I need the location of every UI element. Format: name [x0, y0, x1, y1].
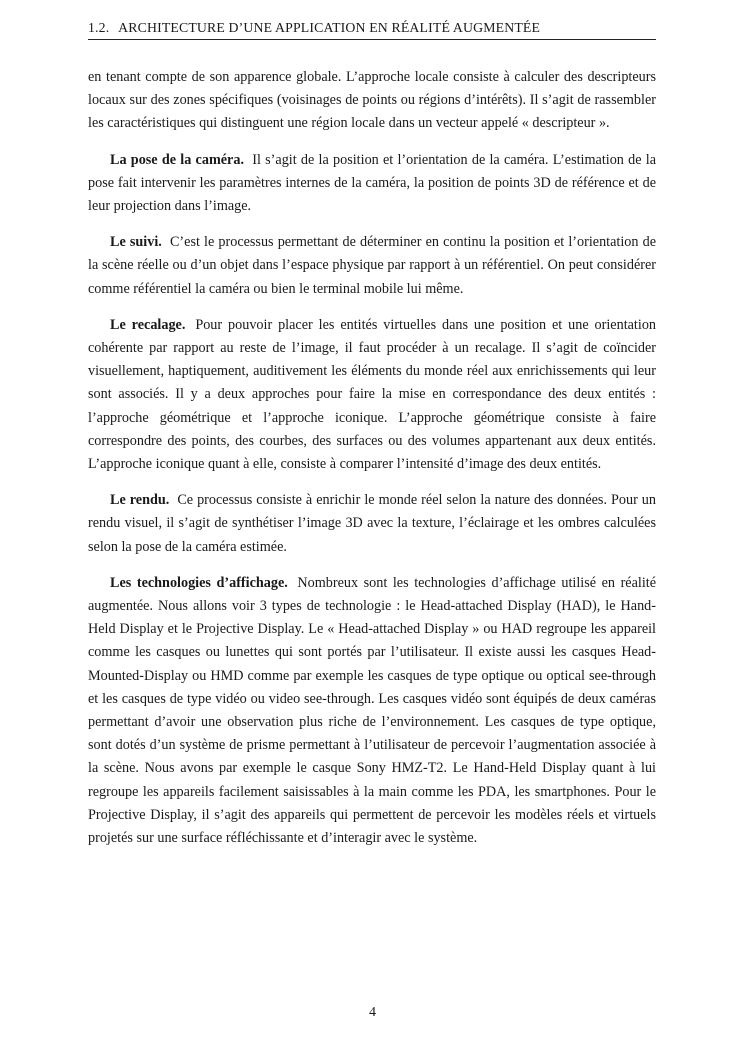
paragraph-descripteur: [88, 66, 656, 136]
paragraph-text: Pour pouvoir placer les entités virtuelles dans une position et une orientation cohérente par rapport au reste de l’image, il faut procéder à un recalage. Il s’agit de coïncider visuellement, haptiquement, auditivement les éléments du monde réel aux enrichissements qui leur sont associés. Il y a deux approches pour faire la mise en correspondance des deux entités : l’approche géométrique et l’approche iconique. L’approche géométrique consiste à faire correspondre des points, des courbes, des surfaces ou des volumes appartenant aux deux entités. L’approche iconique quant à elle, consiste à comparer l’intensité d’image des deux entités.: [88, 316, 657, 473]
paragraph-suivi: [88, 231, 656, 301]
page-body: [88, 66, 656, 863]
paragraph-text: en tenant compte de son apparence globale. L’approche locale consiste à calculer des descripteurs locaux sur des zones spécifiques (voisinages de points ou régions d’intérêts). Il s’agit de rassembler les caractéristiques qui distinguent une région locale dans un vecteur appelé « descripteur ».: [88, 69, 656, 132]
page-number: 4: [369, 1005, 376, 1020]
paragraph-recalage: [88, 314, 656, 476]
paragraph-text: C’est le processus permettant de déterminer en continu la position et l’orientation de la scène réelle ou d’un objet dans l’espace physique par rapport à un référentiel. On peut considérer comme référentiel la caméra ou bien le terminal mobile lui même.: [88, 234, 657, 297]
paragraph-text: Il s’agit de la position et l’orientation de la caméra. L’estimation de la pose fait intervenir les paramètres internes de la caméra, la position de points 3D de référence et de leur projection dans l’image.: [88, 151, 657, 215]
paragraph-heading: Les technologies d’affichage.: [110, 574, 288, 591]
paragraph-text: Nombreux sont les technologies d’affichage utilisé en réalité augmentée. Nous allons voir 3 types de technologie : le Head-attached Display (HAD), le Hand-Held Display et le Projective Display. Le « Head-attached Display » ou HAD regroupe les appareil comme les casques ou lunettes qui sont portés par l’utilisateur. Il existe aussi les casques Head-Mounted-Display ou HMD comme par exemple les casques de type optique ou optical see-through et les casques de type vidéo ou video see-through. Les casques vidéo sont équipés de deux caméras permettant d’avoir une observation plus riche de l’environnement. Les casques de type optique, sont dotés d’un système de prisme permettant à l’utilisateur de percevoir l’augmentation associée à la scène. Nous avons par exemple le casque Sony HMZ-T2. Le Hand-Held Display quant à lui regroupe les appareils facilement saisissables à la main comme les PDA, les smartphones. Pour le Projective Display, il s’agit des appareils qui permettent de percevoir les modèles réels et virtuels projetés sur une surface réfléchissante et d’interagir avec le système.: [88, 574, 657, 847]
paragraph-heading: Le recalage.: [110, 316, 186, 333]
paragraph-text: Ce processus consiste à enrichir le monde réel selon la nature des données. Pour un rendu visuel, il s’agit de synthétiser l’image 3D avec la texture, l’éclairage et les ombres calculées selon la pose de la caméra estimée.: [88, 492, 656, 555]
running-header: [88, 20, 656, 40]
paragraph-heading: Le rendu.: [110, 492, 170, 509]
paragraph-heading: Le suivi.: [110, 234, 162, 251]
header-section-title: ARCHITECTURE D’UNE APPLICATION EN RÉALITÉ AUGMENTÉE: [118, 20, 541, 35]
paragraph-rendu: [88, 489, 656, 559]
paragraph-technologies-affichage: [88, 572, 656, 850]
paragraph-heading: La pose de la caméra.: [110, 151, 244, 168]
paragraph-pose-camera: [88, 149, 656, 219]
header-section-number: 1.2.: [88, 20, 110, 35]
